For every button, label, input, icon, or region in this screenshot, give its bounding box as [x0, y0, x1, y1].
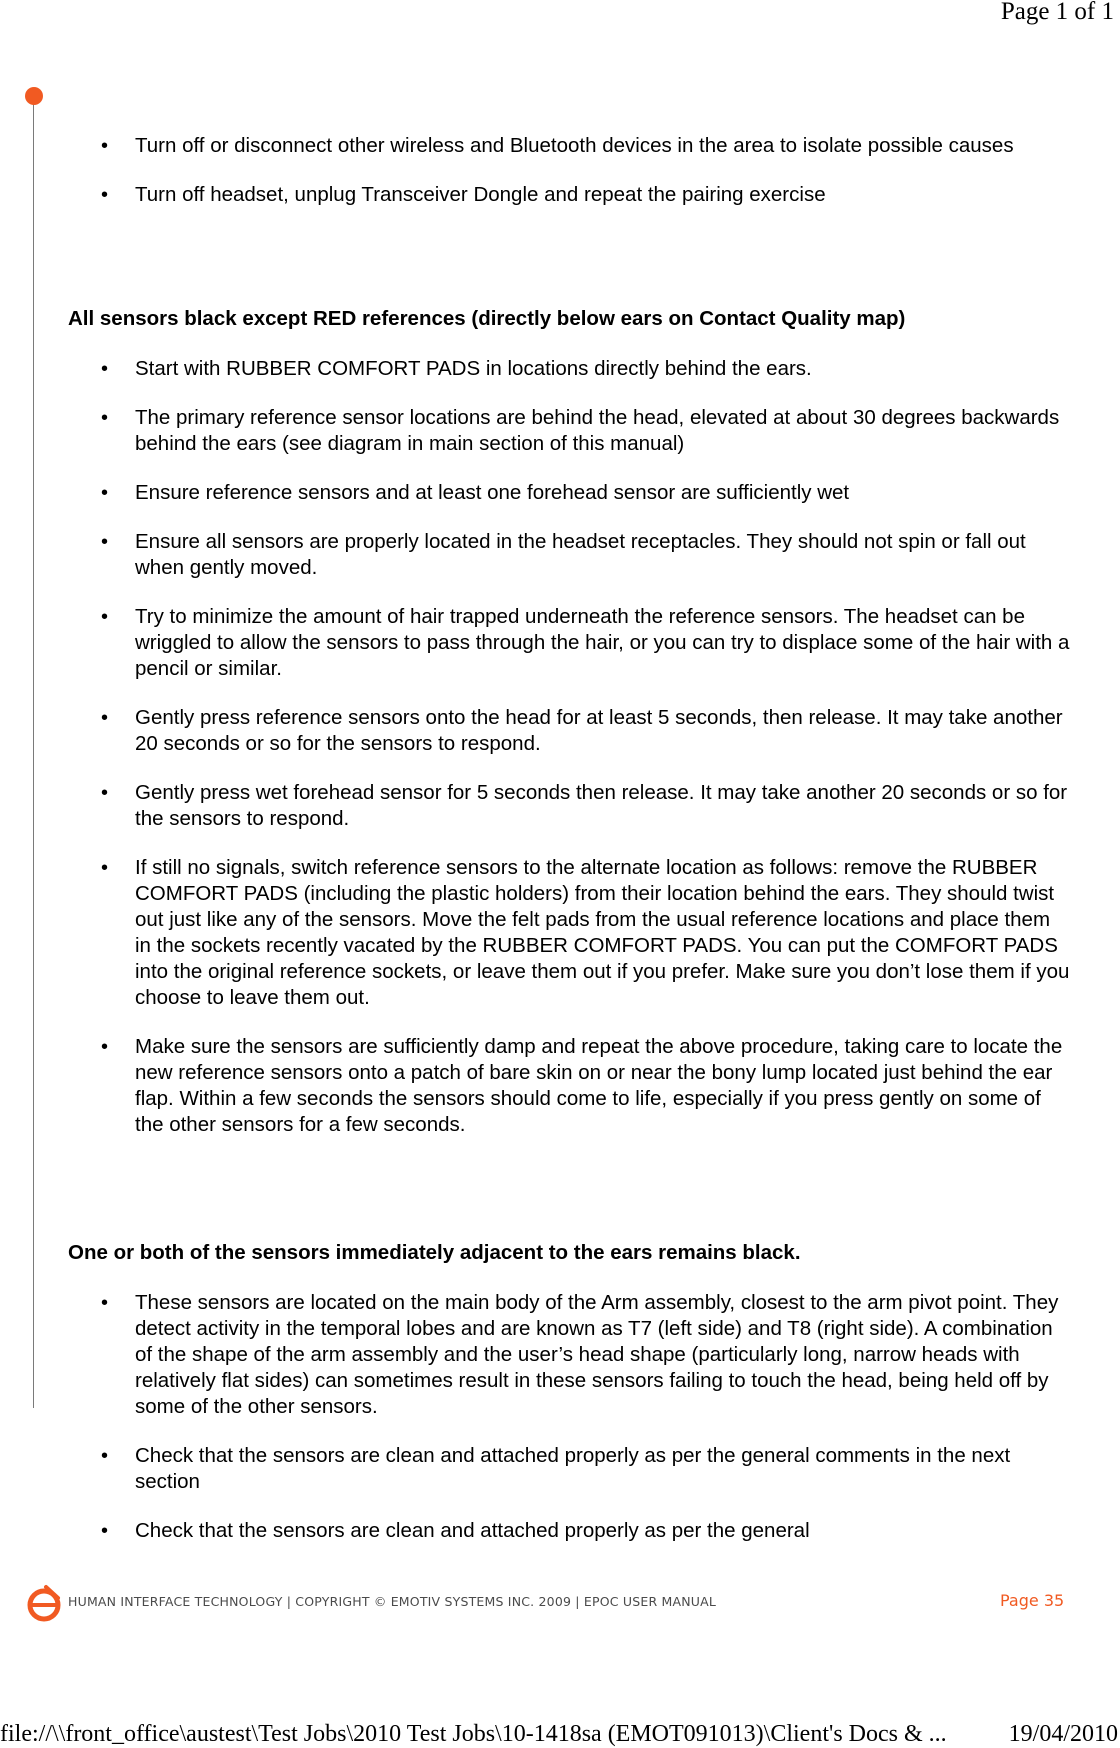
section2-list — [0, 1290, 1120, 1567]
bullet-icon: • — [101, 358, 109, 380]
list-item: • These sensors are located on the main body of the Arm assembly, closest to the arm pivot point. They detect activity in the temporal lobes and are known as T7 (left side) and T8 (right side). A combination of the shape of the arm assembly and the user’s head shape (particularly long, narrow heads with relatively flat sides) can sometimes result in these sensors failing to touch the head, being held off by some of the other sensors. — [101, 1291, 1059, 1418]
bullet-icon: • — [101, 857, 109, 879]
bullet-icon: • — [101, 135, 109, 157]
section1-list — [0, 356, 1120, 1161]
list-item: • The primary reference sensor locations are behind the head, elevated at about 30 degrees backwards behind the ears (see diagram in main section of this manual) — [101, 406, 1060, 455]
list-item: • Ensure reference sensors and at least one forehead sensor are sufficiently wet — [101, 481, 850, 504]
list-item: • Start with RUBBER COMFORT PADS in locations directly behind the ears. — [101, 357, 812, 380]
bullet-icon: • — [101, 1520, 109, 1542]
list-item: • Make sure the sensors are sufficiently damp and repeat the above procedure, taking care to locate the new reference sensors onto a patch of bare skin on or near the bony lump located just behind the ear flap. Within a few seconds the sensors should come to life, especially if you press gently on some of the other sensors for a few seconds. — [101, 1035, 1063, 1136]
page-counter: Page 1 of 1 — [1000, 0, 1114, 25]
bullet-icon: • — [101, 1445, 109, 1467]
list-item: • Try to minimize the amount of hair trapped underneath the reference sensors. The headset can be wriggled to allow the sensors to pass through the hair, or you can try to displace some of the hair with a pencil or similar. — [101, 605, 1070, 680]
list-item: • Gently press reference sensors onto the head for at least 5 seconds, then release. It may take another 20 seconds or so for the sensors to respond. — [101, 706, 1063, 755]
list-item: • Turn off or disconnect other wireless and Bluetooth devices in the area to isolate possible causes — [101, 134, 1014, 157]
bullet-icon: • — [101, 184, 109, 206]
list-item: • Turn off headset, unplug Transceiver Dongle and repeat the pairing exercise — [101, 183, 826, 206]
list-item: • Gently press wet forehead sensor for 5 seconds then release. It may take another 20 seconds or so for the sensors to respond. — [101, 781, 1068, 830]
footer-page-number: Page 35 — [1000, 1591, 1065, 1610]
bullet-icon: • — [101, 407, 109, 429]
footer-copyright: HUMAN INTERFACE TECHNOLOGY | COPYRIGHT © EMOTIV SYSTEMS INC. 2009 | EPOC USER MANUAL — [68, 1594, 717, 1609]
list-item: • Check that the sensors are clean and attached properly as per the general — [101, 1519, 810, 1542]
list-item: • If still no signals, switch reference sensors to the alternate location as follows: remove the RUBBER COMFORT PADS (including the plastic holders) from their location behind the ears. They should twist out just like any of the sensors. Move the felt pads from the usual reference locations and place them in the sockets recently vacated by the RUBBER COMFORT PADS. You can put the COMFORT PADS into the original reference sockets, or leave them out if you prefer. Make sure you don’t lose them if you choose to leave them out. — [101, 856, 1070, 1009]
bullet-icon: • — [101, 482, 109, 504]
bullet-icon: • — [101, 531, 109, 553]
section-heading: One or both of the sensors immediately adjacent to the ears remains black. — [68, 1241, 801, 1264]
bullet-icon: • — [101, 606, 109, 628]
section-heading: All sensors black except RED references (directly below ears on Contact Quality map) — [68, 307, 906, 330]
emotiv-logo-icon — [26, 1584, 62, 1622]
list-item: • Check that the sensors are clean and attached properly as per the general comments in the next section — [101, 1444, 1011, 1493]
intro-list — [0, 133, 1120, 231]
print-date: 19/04/2010 — [1008, 1721, 1118, 1747]
file-path: file://\\front_office\austest\Test Jobs\2010 Test Jobs\10-1418sa (EMOT091013)\Client's Docs & ... — [0, 1721, 947, 1747]
bullet-icon: • — [101, 707, 109, 729]
bullet-icon: • — [101, 1292, 109, 1314]
bullet-icon: • — [101, 1036, 109, 1058]
timeline-dot — [25, 87, 43, 105]
bullet-icon: • — [101, 782, 109, 804]
list-item: • Ensure all sensors are properly located in the headset receptacles. They should not spin or fall out when gently moved. — [101, 530, 1026, 579]
